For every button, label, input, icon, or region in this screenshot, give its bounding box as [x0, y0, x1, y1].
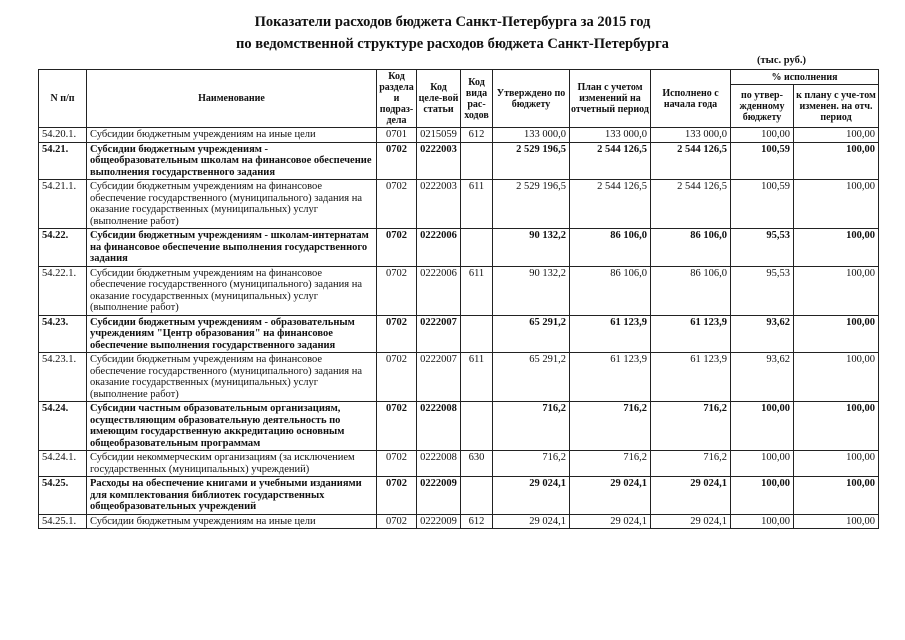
row-pct-budget: 100,00 — [731, 402, 794, 451]
table-row — [39, 180, 879, 229]
row-statya: 0222007 — [417, 315, 461, 353]
header-vid: Код вида рас-ходов — [461, 70, 493, 128]
report-title: Показатели расходов бюджета Санкт-Петербурга за 2015 год — [254, 14, 651, 30]
row-name: Субсидии бюджетным учреждениям на финансовое обеспечение государственного (муниципального) задания на оказание государственных (муниципальных) услуг (выполнение работ) — [87, 353, 377, 402]
header-pct-budget: по утвер-жденному бюджету — [731, 85, 794, 128]
row-razdel: 0702 — [377, 353, 417, 402]
row-pct-plan: 100,00 — [794, 353, 879, 402]
table-header — [39, 70, 879, 128]
table-row — [39, 402, 879, 451]
row-name: Расходы на обеспечение книгами и учебными изданиями для комплектования библиотек государственных общеобразовательных учреждений — [87, 477, 377, 515]
row-statya: 0222008 — [417, 402, 461, 451]
row-pct-budget: 95,53 — [731, 229, 794, 267]
row-pct-budget: 100,00 — [731, 477, 794, 515]
table-row — [39, 142, 879, 180]
row-executed: 86 106,0 — [651, 266, 731, 315]
row-statya: 0222008 — [417, 451, 461, 477]
row-razdel: 0702 — [377, 451, 417, 477]
row-statya: 0222009 — [417, 477, 461, 515]
row-vid: 611 — [461, 180, 493, 229]
row-statya: 0222003 — [417, 180, 461, 229]
row-approved: 133 000,0 — [493, 128, 570, 143]
row-pct-plan: 100,00 — [794, 451, 879, 477]
header-razdel: Код раздела и подраз-дела — [377, 70, 417, 128]
row-name: Субсидии частным образовательным организациям, осуществляющим образовательную деятельность по имеющим государственную аккредитацию основным общеобразовательным программам — [87, 402, 377, 451]
row-pct-budget: 100,59 — [731, 180, 794, 229]
report-subtitle: по ведомственной структуре расходов бюджета Санкт-Петербурга — [236, 36, 669, 52]
row-vid — [461, 142, 493, 180]
row-pct-plan: 100,00 — [794, 514, 879, 529]
row-name: Субсидии бюджетным учреждениям на иные цели — [87, 514, 377, 529]
header-name: Наименование — [87, 70, 377, 128]
row-approved: 2 529 196,5 — [493, 142, 570, 180]
row-executed: 61 123,9 — [651, 315, 731, 353]
table-row — [39, 266, 879, 315]
row-executed: 133 000,0 — [651, 128, 731, 143]
row-plan: 716,2 — [570, 402, 651, 451]
row-approved: 716,2 — [493, 402, 570, 451]
row-razdel: 0702 — [377, 142, 417, 180]
row-approved: 716,2 — [493, 451, 570, 477]
header-executed: Исполнено с начала года — [651, 70, 731, 128]
row-name: Субсидии бюджетным учреждениям на иные цели — [87, 128, 377, 143]
row-razdel: 0702 — [377, 266, 417, 315]
row-executed: 61 123,9 — [651, 353, 731, 402]
unit-label: (тыс. руб.) — [757, 55, 806, 66]
row-pct-budget: 93,62 — [731, 353, 794, 402]
row-approved: 29 024,1 — [493, 514, 570, 529]
row-name: Субсидии бюджетным учреждениям - образовательным учреждениям "Центр образования" на финансовое обеспечение выполнения государственного задания — [87, 315, 377, 353]
row-num: 54.20.1. — [39, 128, 87, 143]
row-num: 54.21. — [39, 142, 87, 180]
table-row — [39, 128, 879, 143]
table-body — [39, 128, 879, 529]
row-approved: 65 291,2 — [493, 353, 570, 402]
row-statya: 0222006 — [417, 229, 461, 267]
table-row — [39, 353, 879, 402]
row-plan: 86 106,0 — [570, 266, 651, 315]
table-row — [39, 514, 879, 529]
row-name: Субсидии бюджетным учреждениям на финансовое обеспечение государственного (муниципального) задания на оказание государственных (муниципальных) услуг (выполнение работ) — [87, 266, 377, 315]
table-row — [39, 451, 879, 477]
row-plan: 2 544 126,5 — [570, 142, 651, 180]
row-pct-plan: 100,00 — [794, 477, 879, 515]
row-razdel: 0702 — [377, 477, 417, 515]
row-executed: 716,2 — [651, 402, 731, 451]
row-executed: 29 024,1 — [651, 477, 731, 515]
row-vid — [461, 477, 493, 515]
row-approved: 65 291,2 — [493, 315, 570, 353]
row-plan: 716,2 — [570, 451, 651, 477]
row-name: Субсидии бюджетным учреждениям - школам-интернатам на финансовое обеспечение выполнения государственного задания — [87, 229, 377, 267]
row-razdel: 0702 — [377, 402, 417, 451]
row-name: Субсидии бюджетным учреждениям на финансовое обеспечение государственного (муниципального) задания на оказание государственных (муниципальных) услуг (выполнение работ) — [87, 180, 377, 229]
row-approved: 90 132,2 — [493, 266, 570, 315]
row-pct-plan: 100,00 — [794, 402, 879, 451]
table-row — [39, 229, 879, 267]
row-pct-plan: 100,00 — [794, 315, 879, 353]
row-plan: 133 000,0 — [570, 128, 651, 143]
row-razdel: 0702 — [377, 180, 417, 229]
row-pct-budget: 95,53 — [731, 266, 794, 315]
row-num: 54.24. — [39, 402, 87, 451]
row-num: 54.22. — [39, 229, 87, 267]
row-approved: 90 132,2 — [493, 229, 570, 267]
row-razdel: 0702 — [377, 514, 417, 529]
row-plan: 2 544 126,5 — [570, 180, 651, 229]
row-razdel: 0701 — [377, 128, 417, 143]
row-vid — [461, 402, 493, 451]
row-plan: 29 024,1 — [570, 514, 651, 529]
row-num: 54.23.1. — [39, 353, 87, 402]
row-pct-plan: 100,00 — [794, 128, 879, 143]
row-name: Субсидии некоммерческим организациям (за исключением государственных (муниципальных) учреждений) — [87, 451, 377, 477]
row-statya: 0215059 — [417, 128, 461, 143]
row-plan: 86 106,0 — [570, 229, 651, 267]
row-plan: 29 024,1 — [570, 477, 651, 515]
row-vid: 611 — [461, 353, 493, 402]
row-pct-plan: 100,00 — [794, 266, 879, 315]
row-pct-budget: 100,00 — [731, 128, 794, 143]
row-pct-plan: 100,00 — [794, 180, 879, 229]
row-vid: 630 — [461, 451, 493, 477]
row-statya: 0222006 — [417, 266, 461, 315]
row-num: 54.24.1. — [39, 451, 87, 477]
row-pct-budget: 100,59 — [731, 142, 794, 180]
row-pct-budget: 100,00 — [731, 514, 794, 529]
row-statya: 0222007 — [417, 353, 461, 402]
header-statya: Код целе-вой статьи — [417, 70, 461, 128]
row-num: 54.25.1. — [39, 514, 87, 529]
row-pct-plan: 100,00 — [794, 229, 879, 267]
table-row — [39, 315, 879, 353]
row-executed: 86 106,0 — [651, 229, 731, 267]
row-pct-budget: 100,00 — [731, 451, 794, 477]
row-num: 54.21.1. — [39, 180, 87, 229]
row-approved: 2 529 196,5 — [493, 180, 570, 229]
row-razdel: 0702 — [377, 315, 417, 353]
row-razdel: 0702 — [377, 229, 417, 267]
row-plan: 61 123,9 — [570, 353, 651, 402]
row-executed: 2 544 126,5 — [651, 142, 731, 180]
row-statya: 0222003 — [417, 142, 461, 180]
row-vid — [461, 229, 493, 267]
row-executed: 716,2 — [651, 451, 731, 477]
row-vid: 611 — [461, 266, 493, 315]
row-num: 54.25. — [39, 477, 87, 515]
row-plan: 61 123,9 — [570, 315, 651, 353]
header-plan: План с учетом изменений на отчетный период — [570, 70, 651, 128]
row-executed: 2 544 126,5 — [651, 180, 731, 229]
table-row — [39, 477, 879, 515]
header-approved: Утверждено по бюджету — [493, 70, 570, 128]
row-vid — [461, 315, 493, 353]
header-pct-plan: к плану с уче-том изменен. на отч. период — [794, 85, 879, 128]
row-num: 54.23. — [39, 315, 87, 353]
budget-table — [38, 69, 879, 529]
row-statya: 0222009 — [417, 514, 461, 529]
row-name: Субсидии бюджетным учреждениям - общеобразовательным школам на финансовое обеспечение выполнения государственного задания — [87, 142, 377, 180]
row-executed: 29 024,1 — [651, 514, 731, 529]
row-vid: 612 — [461, 128, 493, 143]
row-vid: 612 — [461, 514, 493, 529]
header-pct-group: % исполнения — [731, 70, 879, 85]
row-num: 54.22.1. — [39, 266, 87, 315]
header-num: N п/п — [39, 70, 87, 128]
row-approved: 29 024,1 — [493, 477, 570, 515]
row-pct-budget: 93,62 — [731, 315, 794, 353]
row-pct-plan: 100,00 — [794, 142, 879, 180]
